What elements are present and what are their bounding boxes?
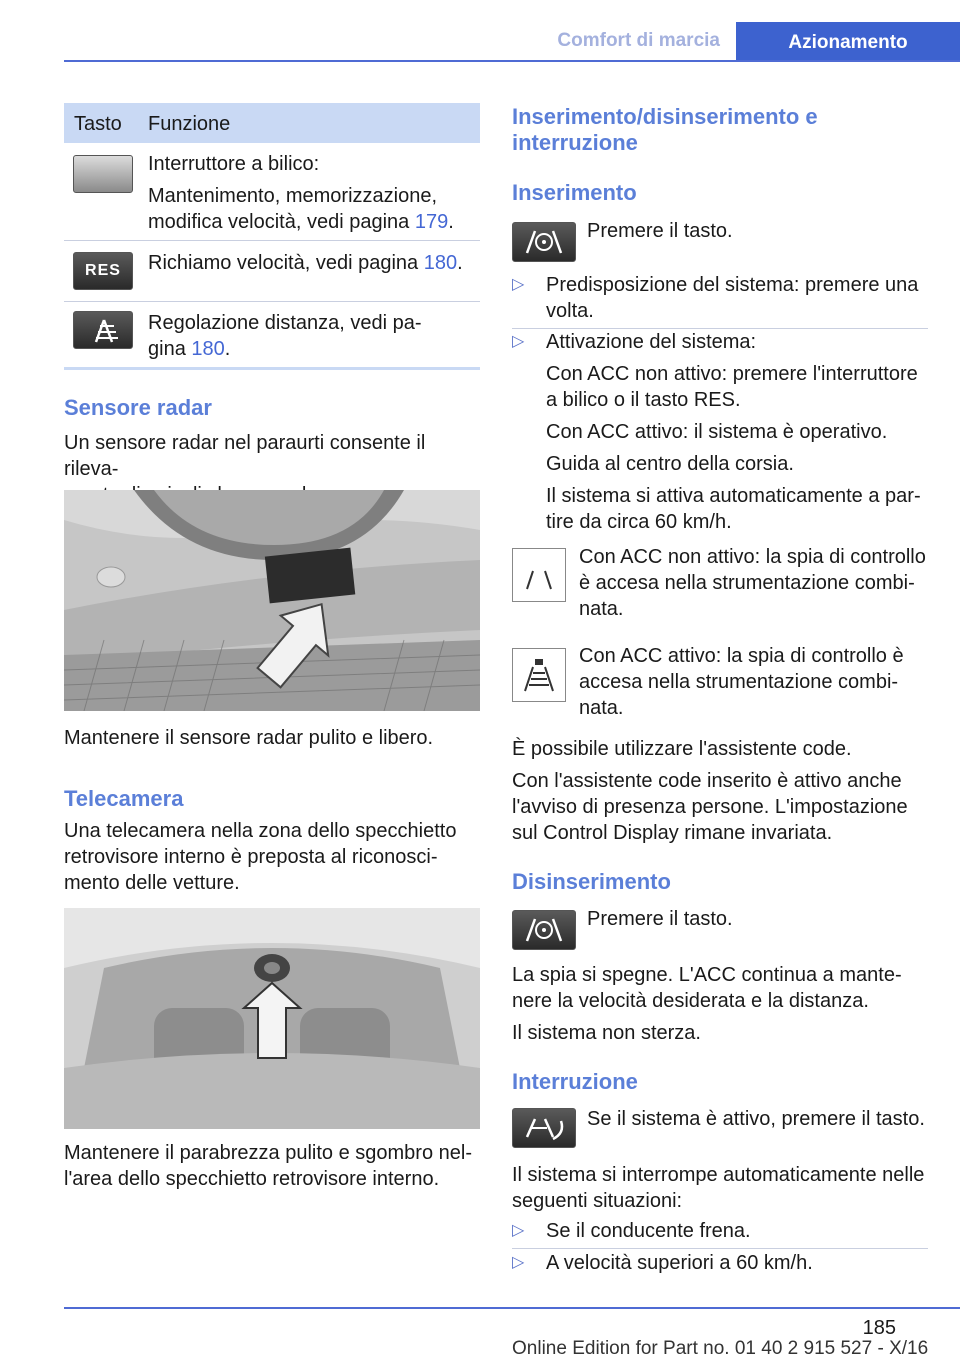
indicator-inactive-icon <box>512 548 566 602</box>
distance-symbol-icon <box>74 312 132 348</box>
text-line: Con ACC non attivo: premere l'interruttore <box>546 363 918 385</box>
camera-text <box>64 818 484 896</box>
bumper-illustration <box>64 490 480 711</box>
text-line: sul Control Display rimane invariata. <box>512 822 833 844</box>
steering-assist-button-icon <box>512 910 576 950</box>
page-link-180[interactable]: 180 <box>423 252 458 274</box>
text-line: Il sistema si interrompe automaticamente nelle <box>512 1164 925 1186</box>
lamp-inactive-text <box>579 544 939 622</box>
row-text: Regolazione distanza, vedi pa- <box>148 312 422 334</box>
table-header <box>64 103 480 143</box>
text-line: nata. <box>579 598 624 620</box>
res-button-icon: RES <box>73 252 133 290</box>
text-line: nere la velocità desiderata e la distanza. <box>512 990 869 1012</box>
text-line: è accesa nella strumentazione combi- <box>579 572 915 594</box>
indicator-active-icon <box>512 648 566 702</box>
table-row <box>64 143 480 241</box>
section-title: Comfort di marcia <box>557 30 720 51</box>
radar-heading: Sensore radar <box>64 395 212 420</box>
page-number: 185 <box>862 1317 896 1339</box>
steering-wheel-icon <box>513 911 575 949</box>
text-line: Se il conducente frena. <box>546 1220 751 1242</box>
bullet-marker-icon: ▷ <box>512 1222 525 1239</box>
radar-sensor-photo <box>64 490 480 711</box>
text-line: È possibile utilizzare l'assistente code. <box>512 738 852 760</box>
bullet-marker-icon: ▷ <box>512 276 525 293</box>
row-text: Interruttore a bilico: <box>148 153 320 175</box>
camera-photo <box>64 908 480 1129</box>
press-instruction: Premere il tasto. <box>587 220 733 242</box>
steering-assist-button-icon <box>512 222 576 262</box>
text-line: Predisposizione del sistema: premere una <box>546 274 919 296</box>
punctuation: . <box>224 338 231 360</box>
function-table <box>64 103 480 368</box>
text-line: accesa nella strumentazione combi- <box>579 671 899 693</box>
camera-caption <box>64 1140 484 1192</box>
interrupt-text <box>512 1162 942 1214</box>
bullet-marker-icon: ▷ <box>512 333 525 350</box>
text-line: seguenti situazioni: <box>512 1190 683 1212</box>
off-heading: Disinserimento <box>512 869 671 894</box>
text-line: Con ACC attivo: la spia di controllo è <box>579 645 904 667</box>
table-row <box>64 302 480 368</box>
text-line: l'avviso di presenza persone. L'impostazione <box>512 796 908 818</box>
chapter-tab[interactable]: Azionamento <box>736 22 960 62</box>
text-line: l'area dello specchietto retrovisore interno. <box>64 1168 440 1190</box>
interrupt-button-icon <box>512 1108 576 1148</box>
page-link-180[interactable]: 180 <box>191 338 225 360</box>
off-text <box>512 962 942 1046</box>
row-text: modifica velocità, vedi pagina <box>148 211 415 233</box>
list-divider <box>512 1248 928 1249</box>
queue-assist-text <box>512 736 942 846</box>
column-function: Funzione <box>148 113 231 135</box>
main-heading <box>512 104 818 156</box>
table-rule <box>64 367 480 370</box>
text-line: Con ACC non attivo: la spia di controllo <box>579 546 926 568</box>
text-line: Il sistema non sterza. <box>512 1022 701 1044</box>
interrupt-heading: Interruzione <box>512 1069 638 1094</box>
steering-wheel-icon <box>513 223 575 261</box>
punctuation: . <box>448 211 454 233</box>
header-rule <box>64 60 960 62</box>
text-line: Una telecamera nella zona dello specchietto <box>64 820 457 842</box>
edition-footer: Online Edition for Part no. 01 40 2 915 527 - X/16 <box>512 1338 929 1359</box>
text-line: Il sistema si attiva automaticamente a par- <box>546 485 921 507</box>
radar-caption: Mantenere il sensore radar pulito e libero. <box>64 727 434 749</box>
bullet-marker-icon: ▷ <box>512 1254 525 1271</box>
text-line: retrovisore interno è preposta al riconosci- <box>64 846 438 868</box>
page-link-179[interactable]: 179 <box>414 211 449 233</box>
column-key: Tasto <box>74 113 122 135</box>
cancel-cruise-icon <box>513 1109 575 1147</box>
on-heading: Inserimento <box>512 180 637 205</box>
heading-line: Inserimento/disinserimento e <box>512 104 818 129</box>
text-line: Mantenere il parabrezza pulito e sgombro nel- <box>64 1142 472 1164</box>
press-instruction: Premere il tasto. <box>587 908 733 930</box>
camera-heading: Telecamera <box>64 786 184 811</box>
distance-button-icon <box>73 311 133 349</box>
table-row <box>64 241 480 302</box>
text-line: nata. <box>579 697 624 719</box>
heading-line: interruzione <box>512 130 638 155</box>
text-line: Con l'assistente code inserito è attivo anche <box>512 770 902 792</box>
text-line: Con ACC attivo: il sistema è operativo. <box>546 421 888 443</box>
row-text: Richiamo velocità, vedi pagina <box>148 252 424 274</box>
press-instruction: Se il sistema è attivo, premere il tasto. <box>587 1108 925 1130</box>
text-line: tire da circa 60 km/h. <box>546 511 732 533</box>
text-line: A velocità superiori a 60 km/h. <box>546 1252 813 1274</box>
text-line: Un sensore radar nel paraurti consente il rileva- <box>64 432 426 480</box>
lamp-active-text <box>579 643 939 721</box>
text-line: a bilico o il tasto RES. <box>546 389 741 411</box>
row-text: Mantenimento, memorizzazione, <box>148 185 438 207</box>
text-line: La spia si spegne. L'ACC continua a mante- <box>512 964 902 986</box>
text-line: volta. <box>546 300 594 322</box>
row-text: gina <box>148 338 192 360</box>
punctuation: . <box>457 252 463 274</box>
rocker-switch-icon <box>73 155 133 193</box>
text-line: Guida al centro della corsia. <box>546 453 794 475</box>
text-line: mento delle vetture. <box>64 872 240 894</box>
footer-rule <box>64 1307 960 1309</box>
text-line: Attivazione del sistema: <box>546 331 757 353</box>
windshield-illustration <box>64 908 480 1129</box>
